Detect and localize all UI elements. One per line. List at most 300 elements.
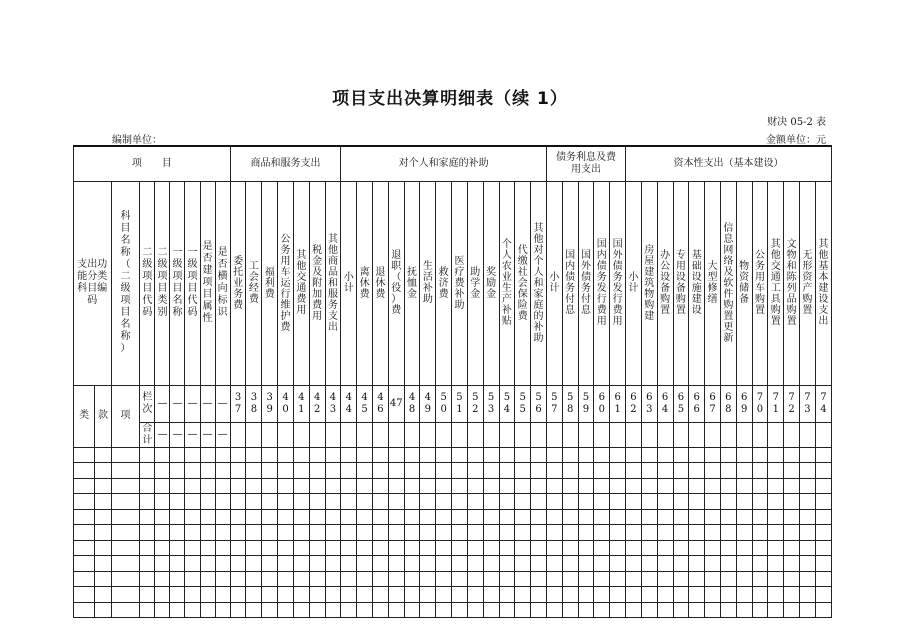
data-cell [752,602,768,618]
data-cell [515,540,531,556]
total-cell [610,422,626,447]
data-cell [657,525,673,541]
data-cell [531,509,547,525]
data-cell [140,463,155,479]
data-cell [404,494,420,510]
data-cell [215,602,230,618]
data-cell [452,540,468,556]
data-cell [373,602,389,618]
data-cell [784,478,800,494]
data-cell [467,447,483,463]
data-cell [111,602,140,618]
column-number: 47 [388,385,404,422]
data-cell [341,571,357,587]
data-cell [74,463,95,479]
data-cell [341,525,357,541]
total-cell [436,422,452,447]
data-cell [420,525,436,541]
data-cell [111,509,140,525]
data-cell [95,556,111,572]
total-cell [357,422,373,447]
data-cell [467,602,483,618]
data-cell [373,525,389,541]
data-cell [170,494,185,510]
data-cell [325,540,341,556]
data-cell [373,478,389,494]
data-cell [452,478,468,494]
data-cell [467,463,483,479]
dash-cell: — [170,385,185,422]
header-data-col: 代 缴 社 会 保 险 费 [515,181,531,385]
data-cell [388,571,404,587]
data-cell [800,447,816,463]
data-cell [230,556,246,572]
data-cell [185,447,200,463]
data-cell [200,463,215,479]
data-cell [752,540,768,556]
data-cell [325,478,341,494]
total-cell [452,422,468,447]
data-cell [467,540,483,556]
column-number: 5 8 [562,385,578,422]
data-cell [420,463,436,479]
data-cell [499,447,515,463]
data-cell [357,571,373,587]
data-cell [262,556,278,572]
data-cell [483,602,499,618]
data-cell [293,602,309,618]
data-cell [768,602,784,618]
data-cell [230,571,246,587]
data-cell [246,463,262,479]
data-cell [705,494,721,510]
data-cell [562,602,578,618]
data-cell [140,447,155,463]
data-cell [515,447,531,463]
total-cell [768,422,784,447]
data-cell [341,556,357,572]
data-cell [170,602,185,618]
data-cell [610,478,626,494]
data-cell [594,602,610,618]
data-cell [420,494,436,510]
data-cell [594,571,610,587]
data-cell [689,494,705,510]
data-cell [736,602,752,618]
dash-cell: — [185,422,200,447]
data-cell [215,556,230,572]
column-number: 6 5 [673,385,689,422]
data-cell [641,447,657,463]
data-cell [768,556,784,572]
column-number: 4 4 [341,385,357,422]
data-cell [185,509,200,525]
data-cell [673,587,689,603]
dash-cell: — [155,385,170,422]
data-cell [546,556,562,572]
data-cell [155,540,170,556]
data-cell [768,494,784,510]
data-cell [657,556,673,572]
data-cell [155,494,170,510]
data-cell [594,509,610,525]
data-cell [784,494,800,510]
data-cell [784,540,800,556]
header-data-col: 国 内 债 务 付 息 [562,181,578,385]
column-number: 3 7 [230,385,246,422]
data-cell [673,494,689,510]
data-cell [309,587,325,603]
column-number: 7 3 [800,385,816,422]
data-cell [309,463,325,479]
data-cell [278,525,294,541]
data-cell [293,463,309,479]
data-cell [111,478,140,494]
data-cell [800,509,816,525]
dash-cell: — [155,422,170,447]
data-cell [170,556,185,572]
data-cell [436,447,452,463]
data-cell [170,447,185,463]
data-cell [74,571,95,587]
total-cell [736,422,752,447]
data-cell [170,571,185,587]
data-cell [578,509,594,525]
data-cell [155,509,170,525]
header-data-col: 福 利 费 [262,181,278,385]
data-cell [546,540,562,556]
data-cell [641,494,657,510]
data-cell [246,509,262,525]
column-number: 6 2 [626,385,642,422]
data-cell [262,540,278,556]
data-cell [278,494,294,510]
data-cell [483,587,499,603]
data-cell [278,509,294,525]
data-cell [436,478,452,494]
data-cell [185,478,200,494]
data-cell [562,478,578,494]
header-data-col: 公 务 用 车 购 置 [752,181,768,385]
data-cell [185,587,200,603]
data-cell [293,525,309,541]
data-cell [436,525,452,541]
data-cell [278,602,294,618]
column-number: 6 8 [720,385,736,422]
data-cell [546,525,562,541]
data-cell [641,602,657,618]
data-cell [705,540,721,556]
data-cell [74,509,95,525]
total-cell [800,422,816,447]
header-data-col: 其 他 基 本 建 设 支 出 [815,181,831,385]
data-cell [499,494,515,510]
data-cell [546,478,562,494]
data-cell [736,571,752,587]
data-cell [689,587,705,603]
column-number: 4 3 [325,385,341,422]
data-cell [452,494,468,510]
data-cell [278,447,294,463]
data-cell [420,447,436,463]
data-cell [467,478,483,494]
data-cell [246,556,262,572]
data-cell [768,509,784,525]
data-cell [420,571,436,587]
data-cell [800,571,816,587]
data-cell [357,556,373,572]
data-cell [626,540,642,556]
data-cell [546,447,562,463]
data-cell [341,447,357,463]
total-cell [246,422,262,447]
column-number: 4 0 [278,385,294,422]
total-cell [752,422,768,447]
data-cell [140,509,155,525]
data-cell [768,478,784,494]
data-cell [752,509,768,525]
data-cell [610,556,626,572]
data-cell [499,463,515,479]
header-data-col: 办 公 设 备 购 置 [657,181,673,385]
data-cell [293,478,309,494]
data-cell [74,478,95,494]
data-cell [293,571,309,587]
data-cell [140,540,155,556]
data-cell [752,478,768,494]
data-cell [594,587,610,603]
header-left-col: 二 级 项 目 代 码 [140,181,155,385]
data-cell [657,602,673,618]
data-cell [140,587,155,603]
total-cell [309,422,325,447]
data-cell [325,463,341,479]
data-cell [262,447,278,463]
data-cell [436,540,452,556]
data-cell [452,571,468,587]
data-cell [452,447,468,463]
data-cell [185,525,200,541]
data-cell [357,509,373,525]
data-cell [768,587,784,603]
data-cell [657,587,673,603]
data-cell [515,509,531,525]
data-cell [800,525,816,541]
data-cell [293,556,309,572]
data-cell [200,540,215,556]
data-cell [420,556,436,572]
data-cell [246,494,262,510]
data-cell [626,602,642,618]
total-cell [373,422,389,447]
data-cell [578,571,594,587]
form-code: 财决 05-2 表 [767,117,826,128]
data-cell [815,525,831,541]
data-cell [155,478,170,494]
data-cell [483,463,499,479]
data-cell [170,587,185,603]
data-cell [641,525,657,541]
data-cell [341,494,357,510]
data-cell [515,525,531,541]
header-data-col: 奖 励 金 [483,181,499,385]
column-number: 4 1 [293,385,309,422]
header-data-col: 小 计 [546,181,562,385]
data-cell [673,540,689,556]
data-cell [170,509,185,525]
column-number: 5 2 [467,385,483,422]
data-cell [420,540,436,556]
data-cell [752,587,768,603]
data-cell [673,525,689,541]
data-cell [388,602,404,618]
data-cell [626,556,642,572]
row-label-xiang: 项 [111,385,140,447]
data-cell [784,509,800,525]
data-cell [373,509,389,525]
data-cell [341,587,357,603]
data-cell [341,463,357,479]
data-cell [341,478,357,494]
data-cell [452,463,468,479]
data-cell [610,509,626,525]
data-cell [111,540,140,556]
data-cell [262,587,278,603]
data-cell [594,447,610,463]
total-cell [325,422,341,447]
total-cell [341,422,357,447]
row-label-kuan: 款 [95,385,111,447]
column-number: 5 9 [578,385,594,422]
data-cell [800,587,816,603]
data-cell [483,571,499,587]
column-number: 6 7 [705,385,721,422]
data-cell [325,602,341,618]
data-cell [720,587,736,603]
column-number: 4 5 [357,385,373,422]
data-cell [626,478,642,494]
data-cell [452,556,468,572]
data-cell [673,602,689,618]
data-cell [155,447,170,463]
total-cell [626,422,642,447]
header-left-col: 一 级 项 目 代 码 [185,181,200,385]
header-data-col: 其 他 商 品 和 服 务 支 出 [325,181,341,385]
header-data-col: 基 础 设 施 建 设 [689,181,705,385]
data-cell [483,540,499,556]
data-cell [800,556,816,572]
data-cell [594,463,610,479]
data-cell [185,556,200,572]
data-cell [594,478,610,494]
column-number: 5 1 [452,385,468,422]
data-cell [673,556,689,572]
data-cell [752,556,768,572]
column-number: 6 0 [594,385,610,422]
data-cell [720,478,736,494]
data-cell [373,556,389,572]
data-cell [594,525,610,541]
data-cell [452,525,468,541]
data-cell [705,478,721,494]
header-data-col: 国 外 债 务 发 行 费 用 [610,181,626,385]
data-cell [815,556,831,572]
data-cell [436,463,452,479]
header-data-col: 抚 恤 金 [404,181,420,385]
data-cell [74,525,95,541]
data-cell [74,602,95,618]
data-cell [230,540,246,556]
data-cell [784,571,800,587]
data-cell [467,587,483,603]
data-cell [309,509,325,525]
data-cell [74,556,95,572]
data-cell [483,509,499,525]
header-data-col: 其 他 交 通 工 具 购 置 [768,181,784,385]
data-cell [483,447,499,463]
data-cell [95,463,111,479]
data-cell [578,587,594,603]
data-cell [736,478,752,494]
data-cell [578,447,594,463]
data-cell [705,571,721,587]
data-cell [170,525,185,541]
data-cell [673,509,689,525]
data-cell [246,447,262,463]
data-cell [736,540,752,556]
data-cell [357,540,373,556]
column-number: 4 6 [373,385,389,422]
data-cell [278,556,294,572]
total-cell [388,422,404,447]
data-cell [404,525,420,541]
data-cell [140,525,155,541]
column-number: 6 1 [610,385,626,422]
data-cell [420,478,436,494]
total-cell [230,422,246,447]
data-cell [467,525,483,541]
header-data-col: 个 人 农 业 生 产 补 贴 [499,181,515,385]
data-cell [185,571,200,587]
data-cell [230,463,246,479]
data-cell [626,463,642,479]
header-data-col: 大 型 修 缮 [705,181,721,385]
data-cell [499,602,515,618]
data-cell [626,587,642,603]
data-cell [170,540,185,556]
data-cell [246,478,262,494]
data-cell [784,587,800,603]
data-cell [768,447,784,463]
data-cell [436,509,452,525]
data-cell [373,494,389,510]
column-number: 3 9 [262,385,278,422]
total-cell [499,422,515,447]
dash-cell: — [200,385,215,422]
data-cell [499,587,515,603]
data-cell [562,447,578,463]
data-cell [140,571,155,587]
header-left-col: 二 级 项 目 类 别 [155,181,170,385]
data-cell [155,571,170,587]
data-cell [815,478,831,494]
data-cell [657,571,673,587]
data-cell [578,556,594,572]
data-cell [215,494,230,510]
data-cell [404,478,420,494]
data-cell [594,494,610,510]
data-cell [705,509,721,525]
